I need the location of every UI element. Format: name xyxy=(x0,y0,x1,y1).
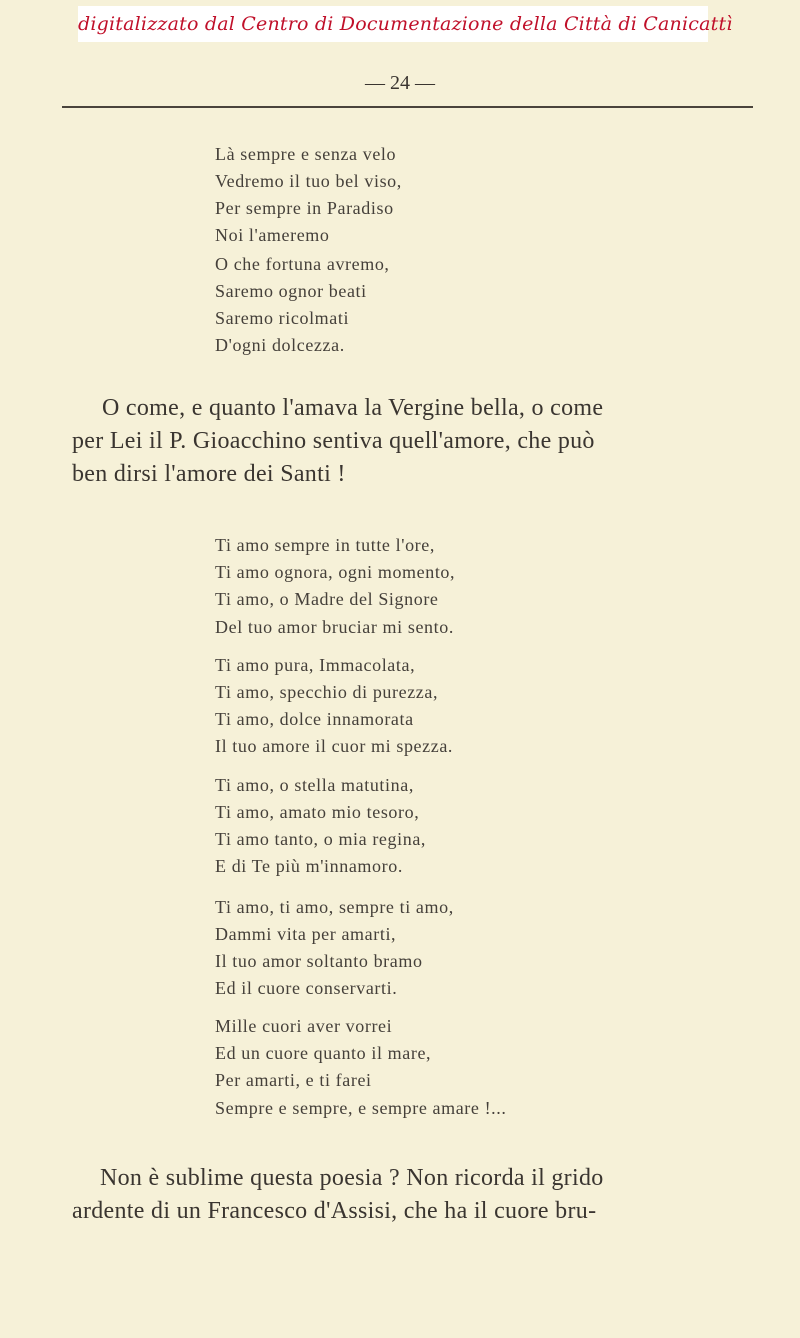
verse-line: Ti amo, amato mio tesoro, xyxy=(215,802,420,822)
verse-line: Ti amo, o stella matutina, xyxy=(215,775,414,795)
verse-line: Sempre e sempre, e sempre amare !... xyxy=(215,1098,507,1118)
verse-line: Ti amo, ti amo, sempre ti amo, xyxy=(215,897,454,917)
verse-line: Noi l'ameremo xyxy=(215,225,330,245)
watermark-banner: digitalizzato dal Centro di Documentazione della Città di Canicattì xyxy=(78,6,708,42)
verse-line: Ti amo, o Madre del Signore xyxy=(215,589,439,609)
verse-line: Ed un cuore quanto il mare, xyxy=(215,1043,432,1063)
prose-line: ben dirsi l'amore dei Santi ! xyxy=(72,461,346,487)
prose-line: per Lei il P. Gioacchino sentiva quell'amore, che può xyxy=(72,428,595,454)
verse-line: Dammi vita per amarti, xyxy=(215,924,397,944)
verse-line: Del tuo amor bruciar mi sento. xyxy=(215,617,454,637)
verse-line: Ed il cuore conservarti. xyxy=(215,978,398,998)
verse-line: Il tuo amor soltanto bramo xyxy=(215,951,423,971)
verse-line: Ti amo pura, Immacolata, xyxy=(215,655,416,675)
verse-line: Ti amo, dolce innamorata xyxy=(215,709,414,729)
header-rule xyxy=(62,106,753,108)
verse-line: Saremo ricolmati xyxy=(215,308,350,328)
verse-line: Saremo ognor beati xyxy=(215,281,367,301)
prose-line: O come, e quanto l'amava la Vergine bella, o come xyxy=(102,395,604,421)
verse-line: Vedremo il tuo bel viso, xyxy=(215,171,402,191)
verse-line: Il tuo amore il cuor mi spezza. xyxy=(215,736,454,756)
prose-line: Non è sublime questa poesia ? Non ricorda il grido xyxy=(100,1165,604,1191)
verse-line: Ti amo sempre in tutte l'ore, xyxy=(215,535,435,555)
verse-line: Ti amo ognora, ogni momento, xyxy=(215,562,456,582)
verse-line: Ti amo, specchio di purezza, xyxy=(215,682,439,702)
prose-line: ardente di un Francesco d'Assisi, che ha il cuore bru- xyxy=(72,1198,597,1224)
verse-line: Per amarti, e ti farei xyxy=(215,1070,372,1090)
verse-line: Per sempre in Paradiso xyxy=(215,198,394,218)
verse-line: O che fortuna avremo, xyxy=(215,254,390,274)
verse-line: Là sempre e senza velo xyxy=(215,144,397,164)
verse-line: D'ogni dolcezza. xyxy=(215,335,345,355)
page-number: — 24 — xyxy=(365,72,435,94)
verse-line: Mille cuori aver vorrei xyxy=(215,1016,393,1036)
verse-line: E di Te più m'innamoro. xyxy=(215,856,403,876)
verse-line: Ti amo tanto, o mia regina, xyxy=(215,829,427,849)
